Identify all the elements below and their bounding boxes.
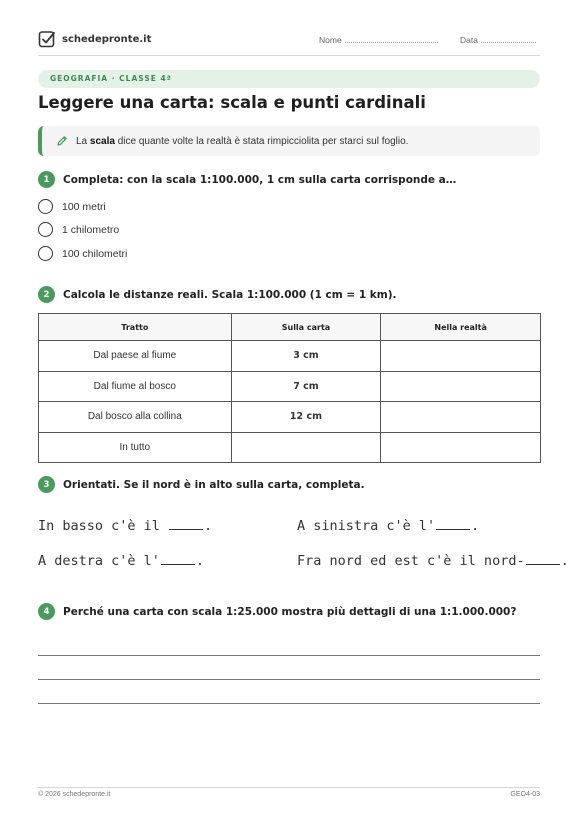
note-text [76, 136, 408, 147]
radio-circle[interactable] [38, 222, 53, 237]
table-row [39, 402, 541, 433]
fill-nord-est [297, 553, 569, 569]
footer-copyright: © 2026 schedepronte.it [38, 791, 111, 798]
checklist-logo-icon [38, 30, 56, 48]
question-3 [38, 476, 365, 493]
fill-in-basso [38, 518, 212, 534]
column-header-sulla-carta: Sulla carta [231, 314, 381, 341]
cell-sulla-carta: 7 cm [231, 371, 381, 402]
date-blank[interactable] [481, 34, 536, 43]
cell-tratto: Dal bosco alla collina [39, 402, 232, 433]
cell-sulla-carta: 3 cm [231, 341, 381, 372]
option-1-chilometro[interactable] [38, 222, 119, 237]
page-title: Leggere una carta: scala e punti cardinali [38, 93, 426, 112]
answer-blank[interactable] [436, 518, 470, 530]
answer-blank[interactable] [169, 518, 203, 530]
cell-total-carta[interactable] [231, 432, 381, 463]
fill-text: A sinistra c'è l' [297, 518, 436, 534]
answer-line[interactable] [38, 703, 540, 704]
table-row [39, 371, 541, 402]
note-text-bold: scala [89, 135, 115, 147]
option-label: 100 chilometri [62, 247, 128, 260]
option-100-chilometri[interactable] [38, 246, 127, 261]
subject-tag: GEOGRAFIA · CLASSE 4ª [38, 70, 540, 88]
question-1 [38, 171, 456, 188]
radio-circle[interactable] [38, 246, 53, 261]
info-note [38, 126, 540, 156]
option-label: 1 chilometro [62, 223, 120, 236]
footer-code: GEO4-03 [510, 791, 540, 798]
cell-tratto: Dal fiume al bosco [39, 371, 232, 402]
column-header-nella-realta: Nella realtà [381, 314, 541, 341]
cell-answer[interactable] [381, 432, 541, 463]
table-row [39, 341, 541, 372]
date-field[interactable] [460, 34, 536, 45]
answer-blank[interactable] [161, 553, 195, 565]
answer-line[interactable] [38, 679, 540, 680]
fill-text: A destra c'è l' [38, 553, 160, 569]
table-header-row [39, 314, 541, 341]
distance-table [38, 313, 541, 463]
answer-blank[interactable] [526, 553, 560, 565]
fill-end: . [195, 553, 205, 569]
cell-sulla-carta: 12 cm [231, 402, 381, 433]
cell-tratto: In tutto [39, 432, 232, 463]
question-number-badge: 4 [38, 603, 55, 620]
cell-answer[interactable] [381, 402, 541, 433]
question-number-badge: 3 [38, 476, 55, 493]
table-row-total [39, 432, 541, 463]
fill-end: . [204, 518, 213, 534]
note-text-post: dice quante volte la realtà è stata rimpicciolita per starci sul foglio. [114, 135, 409, 147]
option-label: 100 metri [62, 200, 106, 213]
cell-tratto: Dal paese al fiume [39, 341, 232, 372]
column-header-tratto: Tratto [39, 314, 232, 341]
name-blank[interactable] [345, 34, 438, 43]
cell-answer[interactable] [381, 371, 541, 402]
question-text: Perché una carta con scala 1:25.000 mostra più dettagli di una 1:1.000.000? [63, 605, 517, 618]
radio-circle[interactable] [38, 199, 53, 214]
question-4 [38, 603, 516, 620]
question-text: Completa: con la scala 1:100.000, 1 cm sulla carta corrisponde a… [63, 173, 457, 186]
footer-divider [38, 787, 540, 788]
question-number-badge: 1 [38, 171, 55, 188]
question-text: Calcola le distanze reali. Scala 1:100.000 (1 cm = 1 km). [63, 288, 397, 301]
logo-text: schedepronte.it [62, 33, 152, 45]
fill-end: . [471, 518, 480, 534]
logo [38, 30, 151, 48]
answer-line[interactable] [38, 655, 540, 656]
date-label: Data [460, 35, 478, 45]
note-text-pre: La [76, 135, 90, 147]
fill-text: In basso c'è il [38, 518, 169, 534]
question-number-badge: 2 [38, 286, 55, 303]
page-header [38, 28, 540, 56]
fill-a-sinistra [297, 518, 479, 534]
fill-text: Fra nord ed est c'è il nord- [297, 553, 525, 569]
option-100-metri[interactable] [38, 199, 106, 214]
fill-a-destra [38, 553, 204, 569]
fill-end: . [560, 553, 569, 569]
name-field[interactable] [319, 34, 438, 45]
name-label: Nome [319, 35, 342, 45]
cell-answer[interactable] [381, 341, 541, 372]
question-text: Orientati. Se il nord è in alto sulla carta, completa. [63, 478, 365, 491]
question-2 [38, 286, 397, 303]
pencil-icon [56, 135, 68, 147]
